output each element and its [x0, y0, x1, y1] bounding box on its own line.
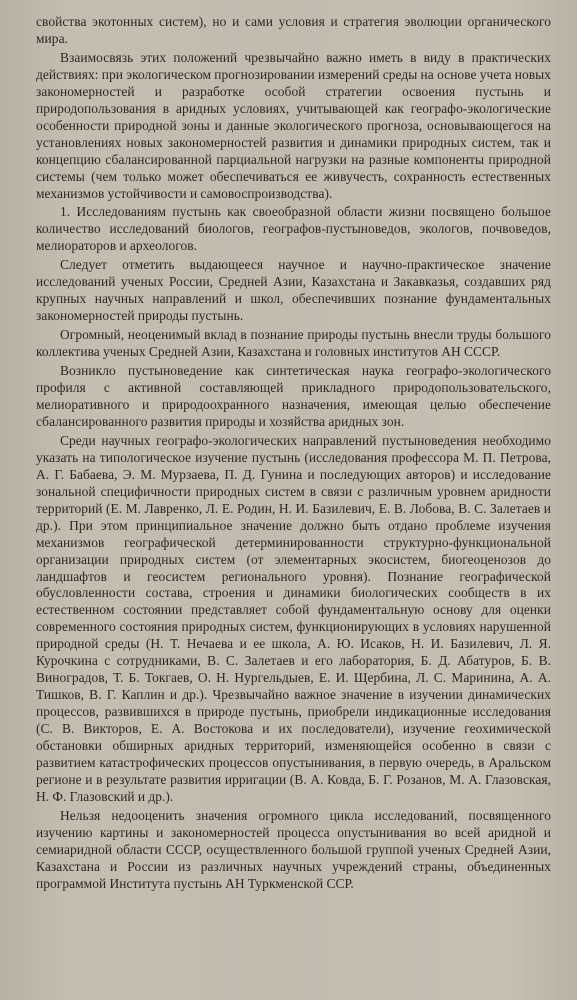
- paragraph-research-directions: Среди научных географо-экологических направлений пустыноведения необходимо указать на типологическое изучение пустынь (исследования профессора М. П. Петрова, А. Г. Бабаева, Э. М. Мурзаева, П. Д. Гунина и последующих авторов) и исследование зональной специфичности природных систем в связи с различным уровнем аридности территорий (Е. М. Лавренко, Л. Е. Родин, Н. И. Базилевич, Е. В. Лобова, В. С. Залетаев и др.). При этом принципиальное значение должно быть отдано проблеме изучения механизмов географической детерминированности структурно-функциональной организации природных систем (от элементарных экосистем, биогеоценозов до ландшафтов и геосистем регионального уровня). Познание географической обусловленности состава, строения и динамики биологических сообществ в их естественном состоянии представляет собой фундаментальную основу для оценки современного состояния природных систем, функционирующих в условиях нарушенной природной среды (Н. Т. Нечаева и ее школа, А. Ю. Исаков, Н. И. Базилевич, Л. Я. Курочкина с сотрудниками, В. С. Залетаев и его лаборатория, Б. Д. Абатуров, Б. В. Виноградов, Т. Б. Токгаев, О. Н. Нургельдыев, Е. И. Щербина, Л. С. Маринина, А. А. Тишков, В. Г. Каплин и др.). Чрезвычайно важное значение в изучении динамических процессов, развившихся в природе пустынь, приобрели индикационные исследования (С. В. Викторов, Е. А. Востокова и их последователи), изучение геохимической обстановки обширных аридных территорий, изменяющейся особенно в связи с развитием катастрофических процессов опустынивания, в первую очередь, в Аральском регионе и в результате развития ирригации (В. А. Ковда, Б. Г. Розанов, М. А. Глазовская, Н. Ф. Глазовский и др.).: [36, 432, 551, 804]
- paragraph-scientific-significance: Следует отметить выдающееся научное и научно-практическое значение исследований ученых России, Средней Азии, Казахстана и Закавказья, создавших ряд крупных научных направлений и школ, обеспечивших познание фундаментальных закономерностей природы пустынь.: [36, 257, 551, 324]
- paragraph-desert-science: Возникло пустыноведение как синтетическая наука географо-экологического профиля с активной составляющей прикладного природопользовательского, мелиоративного и природоохранного назначения, имеющая целью обеспечение сбалансированного развития природы и хозяйства аридных зон.: [36, 363, 551, 429]
- paragraph-desertification-research: Нельзя недооценить значения огромного цикла исследований, посвященного изучению картины и закономерностей процесса опустынивания во всей аридной и семиаридной области СССР, осуществленного большой группой ученых Средней Азии, Казахстана и России из различных научных учреждений страны, объединенных программой Института пустынь АН Туркменской ССР.: [36, 807, 551, 891]
- paragraph-desert-studies: 1. Исследованиям пустынь как своеобразной области жизни посвящено большое количество исследований биологов, географов-пустыноведов, экологов, почвоведов, мелиораторов и археологов.: [36, 204, 551, 254]
- paragraph-interrelation: Взаимосвязь этих положений чрезвычайно важно иметь в виду в практических действиях: при экологическом прогнозировании измерений среды на основе учета новых закономерностей и разработке особой стратегии освоения пустынь и природопользования в аридных условиях, учитывающей как географо-экологические особенности природной зоны и данные экологического прогноза, основывающегося на установлениях новых закономерностей развития и динамики природных систем, так и концепцию сбалансированной парциальной нагрузки на разные компоненты природной системы (чем только может обеспечиваться ее живучесть, сохранность естественных механизмов устойчивости и самовоспроизводства).: [36, 49, 551, 201]
- paragraph-contribution: Огромный, неоценимый вклад в познание природы пустынь внесли труды большого коллектива ученых Средней Азии, Казахстана и головных институтов АН СССР.: [36, 327, 551, 360]
- paragraph-continuation: свойства экотонных систем), но и сами условия и стратегия эволюции органического мира.: [36, 14, 551, 46]
